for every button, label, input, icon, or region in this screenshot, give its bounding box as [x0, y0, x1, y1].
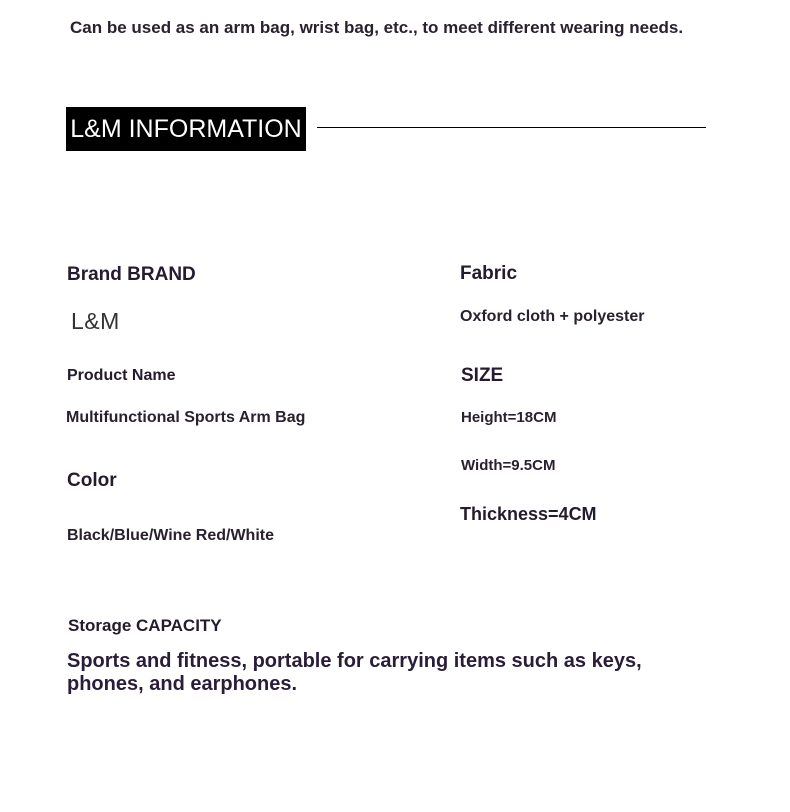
info-banner: L&M INFORMATION [66, 107, 306, 151]
height-value: Height=18CM [461, 409, 557, 426]
color-value: Black/Blue/Wine Red/White [67, 527, 274, 544]
size-label: SIZE [461, 365, 504, 386]
brand-label: Brand BRAND [67, 264, 196, 285]
product-name-value: Multifunctional Sports Arm Bag [66, 409, 306, 426]
width-value: Width=9.5CM [461, 457, 556, 474]
divider-line [317, 127, 706, 128]
capacity-label: Storage CAPACITY [68, 616, 222, 635]
fabric-label: Fabric [460, 263, 518, 284]
brand-value: L&M [71, 308, 120, 334]
color-label: Color [67, 470, 117, 491]
tagline: Can be used as an arm bag, wrist bag, etc., to meet different wearing needs. [70, 18, 684, 37]
thickness-value: Thickness=4CM [460, 504, 597, 524]
capacity-description: Sports and fitness, portable for carrying items such as keys, phones, and earphones. [67, 650, 642, 695]
fabric-value: Oxford cloth + polyester [460, 308, 645, 325]
product-name-label: Product Name [67, 367, 176, 384]
